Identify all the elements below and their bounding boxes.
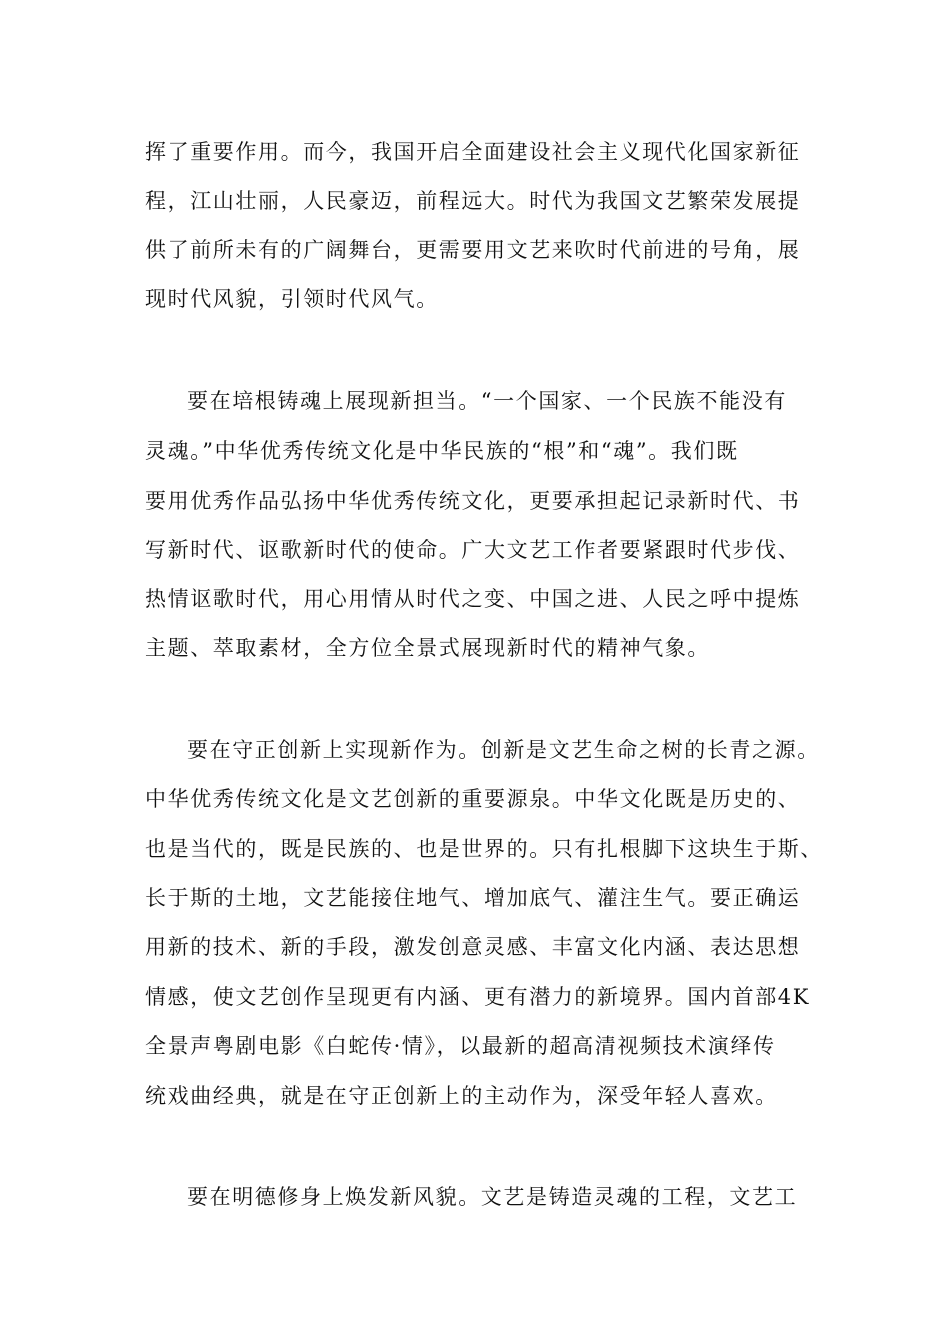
paragraph-2-line-3: 要用优秀作品弘扬中华优秀传统文化，更要承担起记录新时代、书 — [145, 489, 801, 513]
paragraph-1-line-3: 供了前所未有的广阔舞台，更需要用文艺来吹时代前进的号角，展 — [145, 238, 801, 262]
paragraph-3-line-3: 也是当代的，既是民族的、也是世界的。只有扎根脚下这块生于斯、 — [145, 837, 823, 861]
paragraph-2-line-2: 灵魂。”中华优秀传统文化是中华民族的“根”和“魂”。我们既 — [145, 439, 739, 463]
paragraph-2-line-1: 要在培根铸魂上展现新担当。“一个国家、一个民族不能没有 — [187, 389, 787, 413]
paragraph-3-line-2: 中华优秀传统文化是文艺创新的重要源泉。中华文化既是历史的、 — [145, 787, 801, 811]
paragraph-3-line-8: 统戏曲经典，就是在守正创新上的主动作为，深受年轻人喜欢。 — [145, 1084, 778, 1108]
paragraph-2-line-5: 热情讴歌时代，用心用情从时代之变、中国之进、人民之呼中提炼 — [145, 587, 801, 611]
paragraph-1-line-1: 挥了重要作用。而今，我国开启全面建设社会主义现代化国家新征 — [145, 140, 801, 164]
paragraph-2-line-4: 写新时代、讴歌新时代的使命。广大文艺工作者要紧跟时代步伐、 — [145, 538, 801, 562]
paragraph-4-line-1: 要在明德修身上焕发新风貌。文艺是铸造灵魂的工程，文艺工 — [187, 1185, 798, 1209]
paragraph-3-line-7: 全景声粤剧电影《白蛇传·情》，以最新的超高清视频技术演绎传 — [145, 1034, 776, 1058]
paragraph-3-line-6: 情感，使文艺创作呈现更有内涵、更有潜力的新境界。国内首部4K — [145, 985, 811, 1009]
paragraph-3-line-5: 用新的技术、新的手段，激发创意灵感、丰富文化内涵、表达思想 — [145, 935, 801, 959]
paragraph-2-line-6: 主题、萃取素材，全方位全景式展现新时代的精神气象。 — [145, 636, 710, 660]
paragraph-1-line-2: 程，江山壮丽，人民豪迈，前程远大。时代为我国文艺繁荣发展提 — [145, 189, 801, 213]
paragraph-1-line-4: 现时代风貌，引领时代风气。 — [145, 287, 439, 311]
paragraph-3-line-1: 要在守正创新上实现新作为。创新是文艺生命之树的长青之源。 — [187, 738, 820, 762]
paragraph-3-line-4: 长于斯的土地，文艺能接住地气、增加底气、灌注生气。要正确运 — [145, 886, 801, 910]
